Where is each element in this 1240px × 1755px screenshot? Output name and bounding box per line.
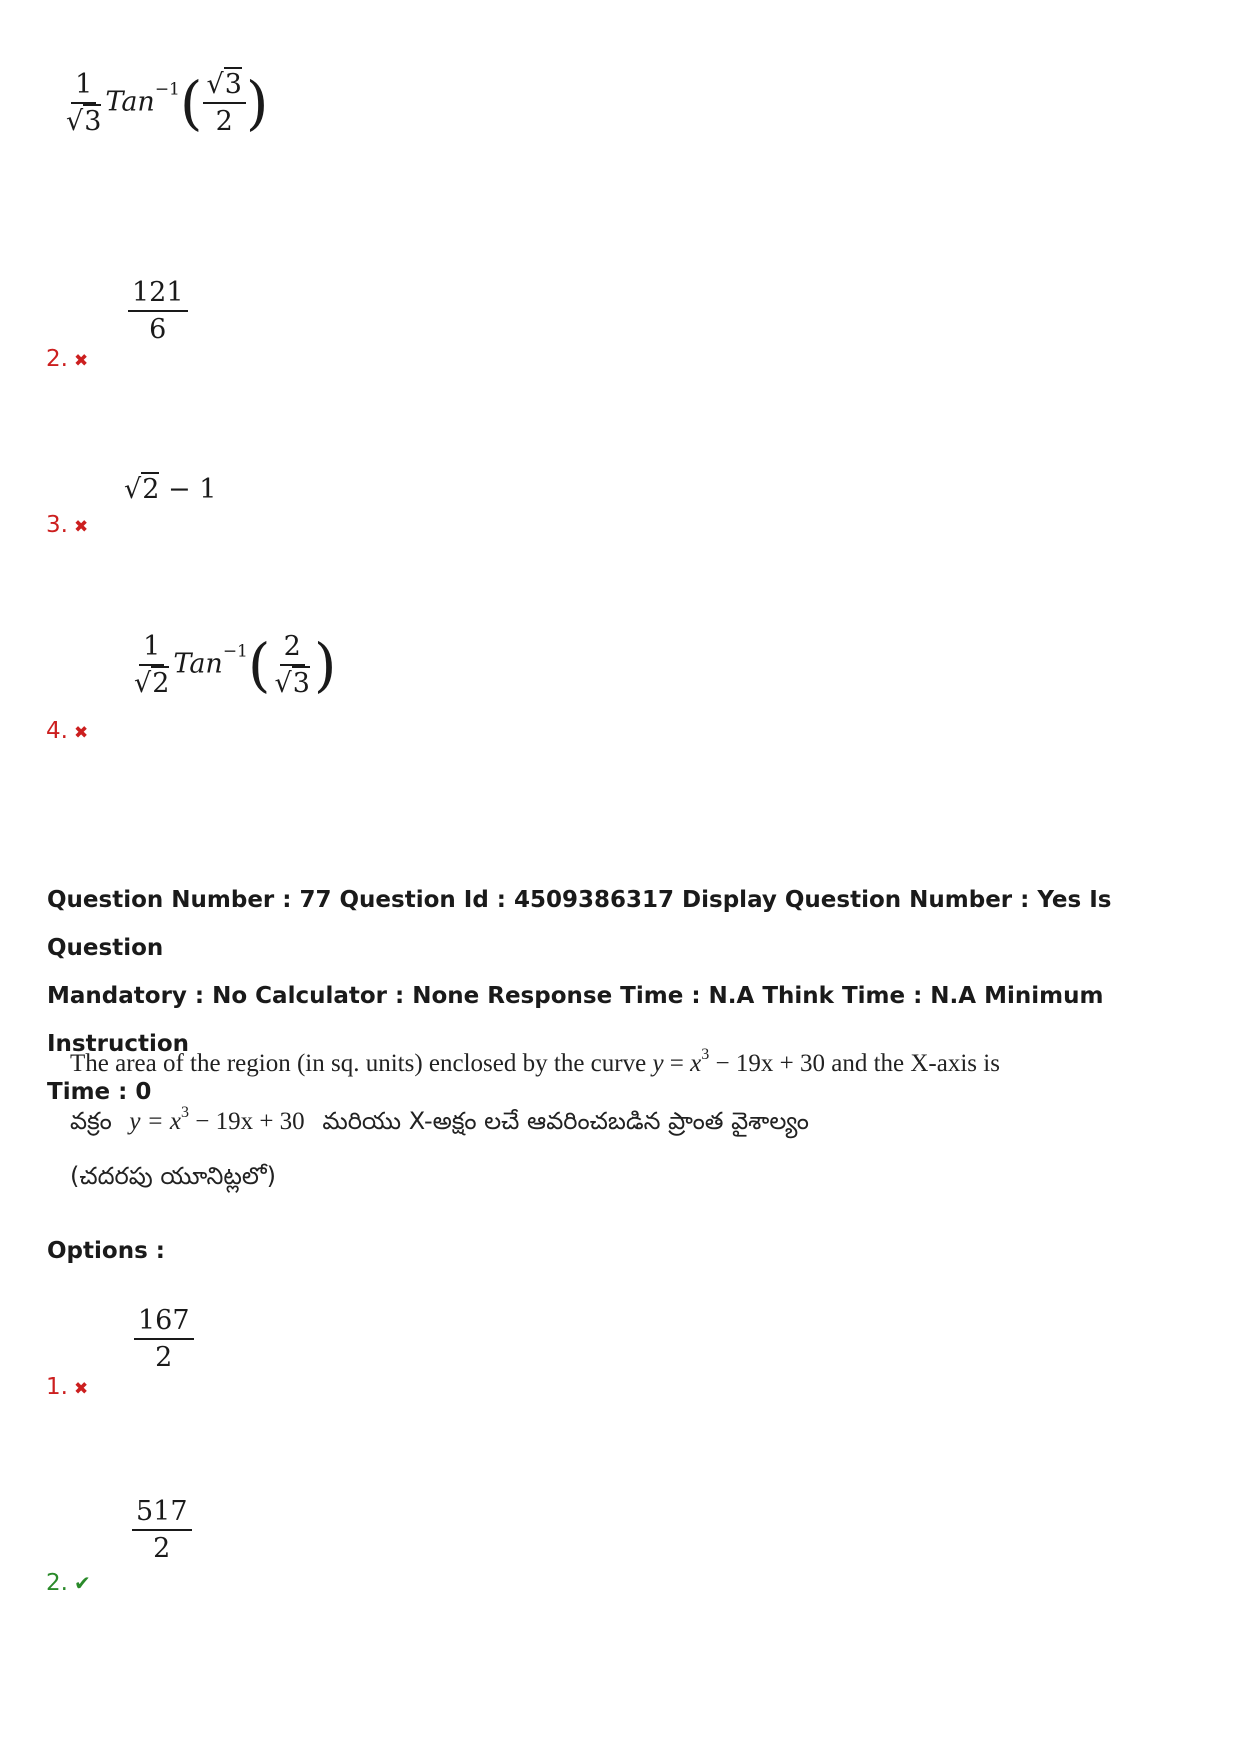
option-2-expression: $\frac{517}{2}$ bbox=[132, 1497, 192, 1563]
prev-option-4-expression: $\frac{1}{√2}$ Tan$^{-1}$( $\frac{2}{√3}$ ) bbox=[134, 631, 337, 700]
meta-line-2: Mandatory : No Calculator : None Response Time : N.A Think Time : N.A Minimum Instruction bbox=[47, 983, 1104, 1057]
question-text-telugu-line-2: (చదరపు యూనిట్లలో) bbox=[70, 1162, 276, 1190]
option-2-label: 2. ✔ bbox=[46, 1570, 91, 1596]
prev-option-1-expression: $\frac{1}{√3}$ Tan$^{-1}$( $\frac{√3}{2}$ ) bbox=[62, 70, 269, 136]
function-name: Tan bbox=[105, 86, 155, 118]
question-meta bbox=[47, 876, 1207, 1116]
check-icon: ✔ bbox=[73, 1571, 91, 1595]
prev-option-3-expression: √2 − 1 bbox=[124, 474, 217, 505]
cross-icon: ✖ bbox=[73, 723, 89, 743]
cross-icon: ✖ bbox=[73, 1379, 89, 1399]
prev-option-4-label: 4. ✖ bbox=[46, 718, 89, 744]
meta-line-3: Time : 0 bbox=[47, 1079, 152, 1105]
cross-icon: ✖ bbox=[73, 351, 89, 371]
cross-icon: ✖ bbox=[73, 517, 89, 537]
option-1-label: 1. ✖ bbox=[46, 1374, 89, 1400]
options-label: Options : bbox=[47, 1238, 165, 1264]
question-text-telugu-line-1: వక్రం $y = x^3 - 19x + 30$ మరియు X-అక్షం లచే ఆవరించబడిన ప్రాంత వైశాల్యం bbox=[70, 1104, 809, 1135]
meta-line-1: Question Number : 77 Question Id : 4509386317 Display Question Number : Yes Is Question bbox=[47, 887, 1112, 961]
exponent: −1 bbox=[154, 79, 180, 100]
option-1-expression: $\frac{167}{2}$ bbox=[134, 1306, 194, 1372]
argument-fraction: $\frac{√3}{2}$ bbox=[203, 70, 246, 136]
prev-option-2-label: 2. ✖ bbox=[46, 346, 89, 372]
prev-option-2-expression: $\frac{121}{6}$ bbox=[128, 278, 188, 344]
question-text-english: The area of the region (in sq. units) enclosed by the curve $y = x^3 - 19x + 30$ and the X-axis is bbox=[70, 1046, 1000, 1077]
coefficient-fraction: $\frac{1}{√3}$ bbox=[66, 69, 102, 137]
prev-option-3-label: 3. ✖ bbox=[46, 512, 89, 538]
